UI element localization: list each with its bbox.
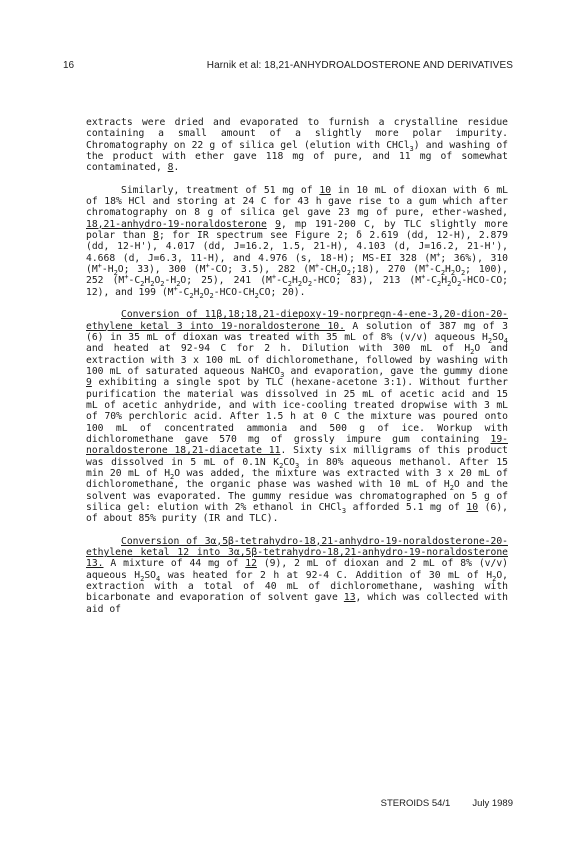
compound-ref: 8 [167,162,174,174]
compound-name: 18,21-anhydro-19-noraldosterone [86,218,267,230]
compound-name: 19-noraldosterone 18,21-diacetate 11 [86,433,508,457]
paragraph-1: extracts were dried and evaporated to furnish a crystalline residue containing a small amount of a slightly more polar impurity. Chromatography on 22 g of silica gel (elution with CHCl$_3$) and washing of the product with ether gave 118 mg of pure, and 11 mg of somewhat contaminated, 8. [86,117,509,174]
compound-ref: 8 [153,230,160,242]
page-number: 16 [63,60,75,71]
page-footer [381,798,513,809]
article-body [86,117,508,615]
compound-ref: 12 [245,558,257,570]
compound-ref: 13 [343,592,356,604]
running-title: Harnik et al: 18,21-ANHYDROALDOSTERONE AND DERIVATIVES [206,60,513,71]
compound-ref: 9 [86,377,92,389]
paragraph-4: Conversion of 3α,5β-tetrahydro-18,21-anhydro-19-noraldosterone-20-ethylene ketal 12 into 3α,5β-tetrahydro-18,21-anhydro-19-noraldosterone 13. A mixture of 44 mg of 12 (9), 2 mL of dioxan and 2 mL of 8% (v/v) aqueous $H_2SO_4$ was heated for 2 h at 92-4 C. Addition of 30 mL of $H_2O$, extraction with a total of 40 mL of dichloromethane, washing with bicarbonate and evaporation of solvent gave 13, which was collected with aid of [86,535,508,615]
page-header [63,60,513,74]
section-heading: Conversion of 11β,18;18,21-diepoxy-19-norpregn-4-ene-3,20-dion-20-ethylene ketal 3 into 19-noraldosterone 10. [86,309,508,332]
compound-ref: 9 [275,218,281,230]
paragraph-2: Similarly, treatment of 51 mg of 10 in 10 mL of dioxan with 6 mL of 18% HCl and storing at 24 C for 43 h gave rise to a gum which after chromatography on 8 g of silica gel gave 23 mg of pure, ether-washed, 18,21-anhydro-19-noraldosterone 9, mp 191-200 C, by TLC slightly more polar than 8; for IR spectrum see Figure 2; δ 2.619 (dd, 12-H), 2.879 (dd, 12-H'), 4.017 (dd, J=16.2, 1.5, 21-H), 4.103 (d, J=16.2, 21-H'), 4.668 (d, J=6.3, 11-H), and 4.976 (s, 18-H); MS-EI 328 (M+; 36%), 310 ($M^+-H_2O$; 33), 300 (M+-CO; 3.5), 282 $(M^+-CH_2O_2;18)$, 270 ($M^+-C_2H_2O_2$; 100), 252 ($M^+-C_2H_2O_2-H_2O$; 25), 241 ($M^+-C_2H_2O_2$-HCO; 83), 213 ($M^+-C_2H_2O_2-HCO-CO$; 12), and 199 ($M^+-C_2H_2O_2-HCO-CH_2CO$; 20). [86,184,509,300]
compound-ref: 10 [319,184,332,196]
paragraph-3: Conversion of 11β,18;18,21-diepoxy-19-norpregn-4-ene-3,20-dion-20-ethylene ketal 3 into 19-noraldosterone 10. A solution of 387 mg of 3 (6) in 35 mL of dioxan was treated with 35 mL of 8% (v/v) aqueous $H_2SO_4$ and heated at 92-94 C for 2 h. Dilution with 300 mL of $H_2O$ and extraction with 3 x 100 mL of dichloromethane, followed by washing with 100 mL of saturated aqueous NaHCO$_3$ and evaporation, gave the gummy dione 9 exhibiting a single spot by TLC (hexane-acetone 3:1). Without further purification the material was dissolved in 25 mL of acetic acid and 15 mL of acetic anhydride, and with ice-cooling treated dropwise with 3 mL of 70% perchloric acid. After 1.5 h at 0 C the mixture was poured onto 100 mL of concentrated ammonia and 500 g of ice. Workup with dichloromethane gave 570 mg of grossly impure gum containing 19-noraldosterone 18,21-diacetate 11. Sixty six milligrams of this product was dissolved in 5 mL of 0.1N $K_2CO_3$ in 80% aqueous methanol. After 15 min 20 mL of $H_2O$ was added, the mixture was extracted with 3 x 20 mL of dichloromethane, the organic phase was washed with 10 mL of $H_2O$ and the solvent was evaporated. The gummy residue was chromatographed on 5 g of silica gel: elution with 2% ethanol in CHCl$_3$ afforded 5.1 mg of 10 (6), of about 85% purity (IR and TLC). [86,309,509,525]
journal-citation: STEROIDS 54/1 [380,798,451,809]
section-heading: Conversion of 3α,5β-tetrahydro-18,21-anhydro-19-noraldosterone-20-ethylene ketal 12 into 3α,5β-tetrahydro-18,21-anhydro-19-noraldosterone 13. [86,535,508,570]
compound-ref: 10 [466,502,479,513]
issue-date: July 1989 [472,798,513,809]
